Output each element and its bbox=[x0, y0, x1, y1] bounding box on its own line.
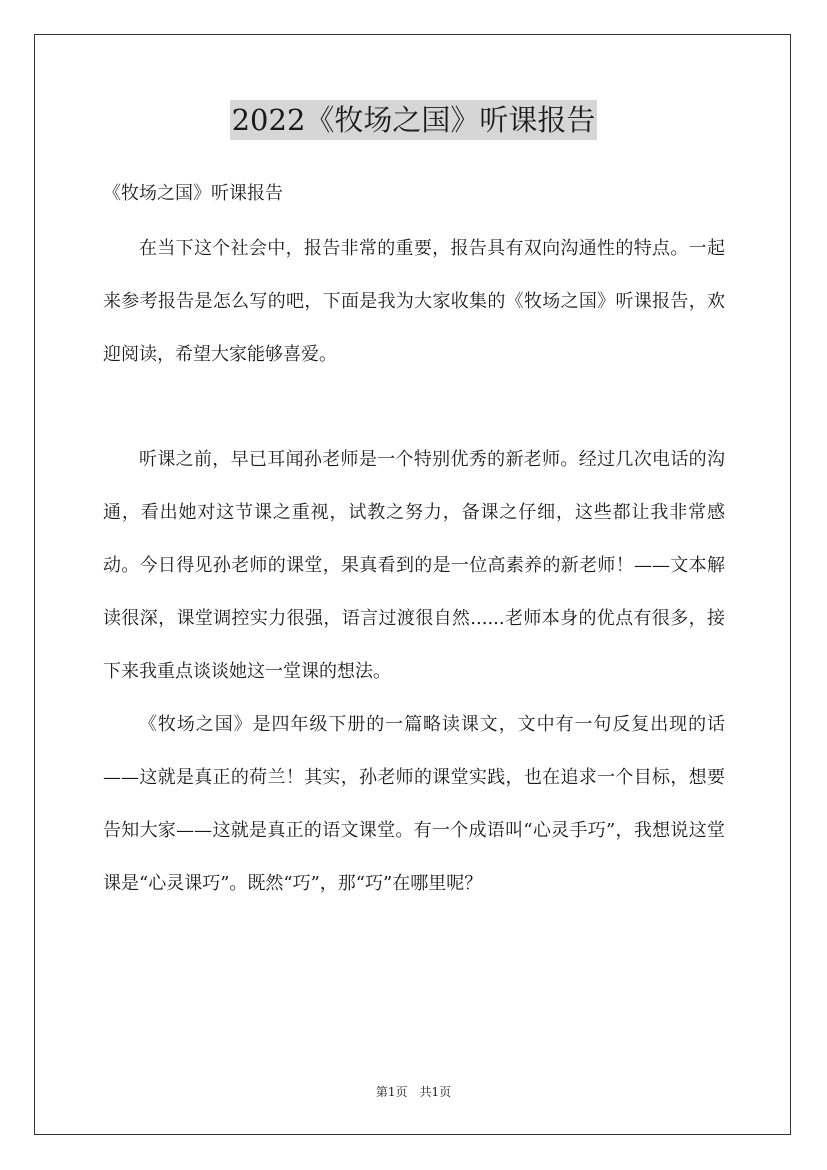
document-body bbox=[103, 222, 725, 910]
paragraph-spacer bbox=[103, 381, 725, 433]
document-title: 2022《牧场之国》听课报告 bbox=[230, 100, 598, 140]
paragraph-lesson-overview: 《牧场之国》是四年级下册的一篇略读课文，文中有一句反复出现的话——这就是真正的荷兰！其实，孙老师的课堂实践，也在追求一个目标，想要告知大家——这就是真正的语文课堂。有一个成语叫“心灵手巧”，我想说这堂课是“心灵课巧”。既然“巧”，那“巧”在哪里呢？ bbox=[103, 714, 725, 894]
page-footer: 第1页 共1页 bbox=[375, 1085, 452, 1099]
title-container bbox=[0, 100, 827, 140]
paragraph-intro: 在当下这个社会中，报告非常的重要，报告具有双向沟通性的特点。一起来参考报告是怎么写的吧，下面是我为大家收集的《牧场之国》听课报告，欢迎阅读，希望大家能够喜爱。 bbox=[103, 238, 725, 365]
document-subtitle: 《牧场之国》听课报告 bbox=[103, 183, 283, 204]
paragraph-before-class: 听课之前，早已耳闻孙老师是一个特别优秀的新老师。经过几次电话的沟通，看出她对这节课之重视，试教之努力，备课之仔细，这些都让我非常感动。今日得见孙老师的课堂，果真看到的是一位高素养的新老师！——文本解读很深，课堂调控实力很强，语言过渡很自然......老师本身的优点有很多，接下来我重点谈谈她这一堂课的想法。 bbox=[103, 449, 725, 682]
